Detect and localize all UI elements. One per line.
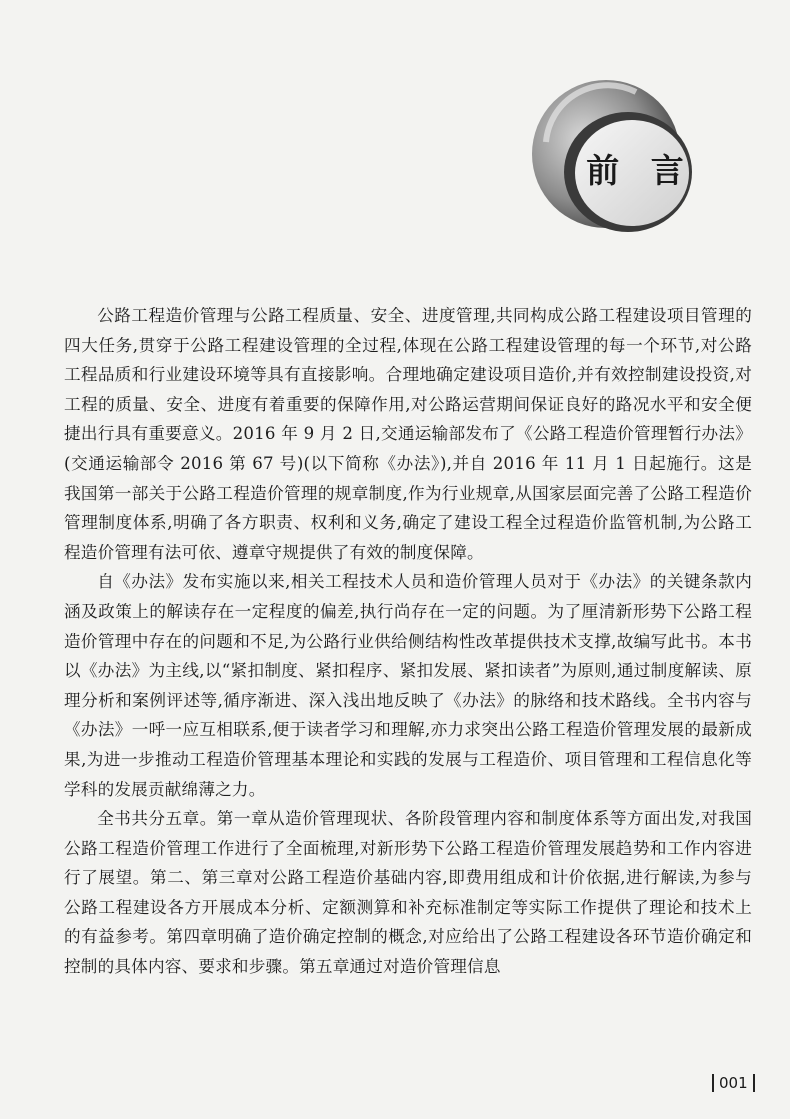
paragraph-1: 公路工程造价管理与公路工程质量、安全、进度管理,共同构成公路工程建设项目管理的四大任务,贯穿于公路工程建设管理的全过程,体现在公路工程建设管理的每一个环节,对公路工程品质和行业建设环境等具有直接影响。合理地确定建设项目造价,并有效控制建设投资,对工程的质量、安全、进度有着重要的保障作用,对公路运营期间保证良好的路况水平和安全便捷出行具有重要意义。2016 年 9 月 2 日,交通运输部发布了《公路工程造价管理暂行办法》(交通运输部令 2016 第 67 号)(以下简称《办法》),并自 2016 年 11 月 1 日起施行。这是我国第一部关于公路工程造价管理的规章制度,作为行业规章,从国家层面完善了公路工程造价管理制度体系,明确了各方职责、权利和义务,确定了建设工程全过程造价监管机制,为公路工程造价管理有法可依、遵章守规提供了有效的制度保障。 xyxy=(64,306,752,562)
left-bar-divider xyxy=(712,1074,714,1092)
right-bar-divider xyxy=(753,1074,755,1092)
paragraph-2: 自《办法》发布实施以来,相关工程技术人员和造价管理人员对于《办法》的关键条款内涵及政策上的解读存在一定程度的偏差,执行尚存在一定的问题。为了厘清新形势下公路工程造价管理中存在的问题和不足,为公路行业供给侧结构性改革提供技术支撑,故编写此书。本书以《办法》为主线,以“紧扣制度、紧扣程序、紧扣发展、紧扣读者”为原则,通过制度解读、原理分析和案例评述等,循序渐进、深入浅出地反映了《办法》的脉络和技术路线。全书内容与《办法》一呼一应互相联系,便于读者学习和理解,亦力求突出公路工程造价管理发展的最新成果,为进一步推动工程造价管理基本理论和实践的发展与工程造价、项目管理和工程信息化等学科的发展贡献绵薄之力。 xyxy=(64,572,752,799)
paragraph-3: 全书共分五章。第一章从造价管理现状、各阶段管理内容和制度体系等方面出发,对我国公路工程造价管理工作进行了全面梳理,对新形势下公路工程造价管理发展趋势和工作内容进行了展望。第二、第三章对公路工程造价基础内容,即费用组成和计价依据,进行解读,为参与公路工程建设各方开展成本分析、定额测算和补充标准制定等实际工作提供了理论和技术上的有益参考。第四章明确了造价确定控制的概念,对应给出了公路工程建设各环节造价确定和控制的具体内容、要求和步骤。第五章通过对造价管理信息 xyxy=(64,809,752,977)
page-number: 001 xyxy=(719,1074,748,1092)
preface-body xyxy=(64,301,752,982)
page-title: 前 言 xyxy=(586,151,694,190)
page-number-footer xyxy=(712,1073,755,1093)
